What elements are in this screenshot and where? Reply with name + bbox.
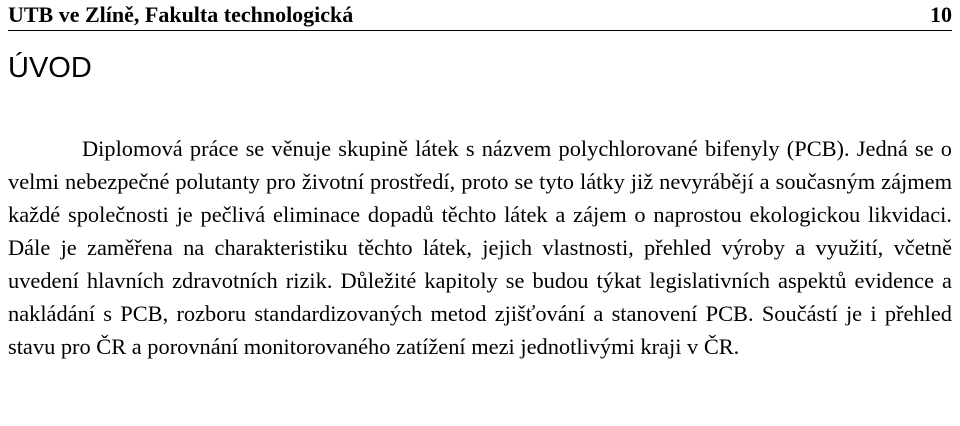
header-institution: UTB ve Zlíně, Fakulta technologická <box>8 2 354 27</box>
header-page-number: 10 <box>930 2 952 27</box>
body-paragraph: Diplomová práce se věnuje skupině látek s názvem polychlorované bifenyly (PCB). Jedná se o velmi nebezpečné polutanty pro životní prostředí, proto se tyto látky již nevyrábějí a současným zájmem každé společnosti je pečlivá eliminace dopadů těchto látek a zájem o naprostou ekologickou likvidaci. Dále je zaměřena na charakteristiku těchto látek, jejich vlastnosti, přehled výroby a využití, včetně uvedení hlavních zdravotních rizik. Důležité kapitoly se budou týkat legislativních aspektů evidence a nakládání s PCB, rozboru standardizovaných metod zjišťování a stanovení PCB. Součástí je i přehled stavu pro ČR a porovnání monitorovaného zatížení mezi jednotlivými kraji v ČR. <box>8 136 952 359</box>
chapter-title: ÚVOD <box>8 52 92 84</box>
running-header <box>8 0 952 31</box>
